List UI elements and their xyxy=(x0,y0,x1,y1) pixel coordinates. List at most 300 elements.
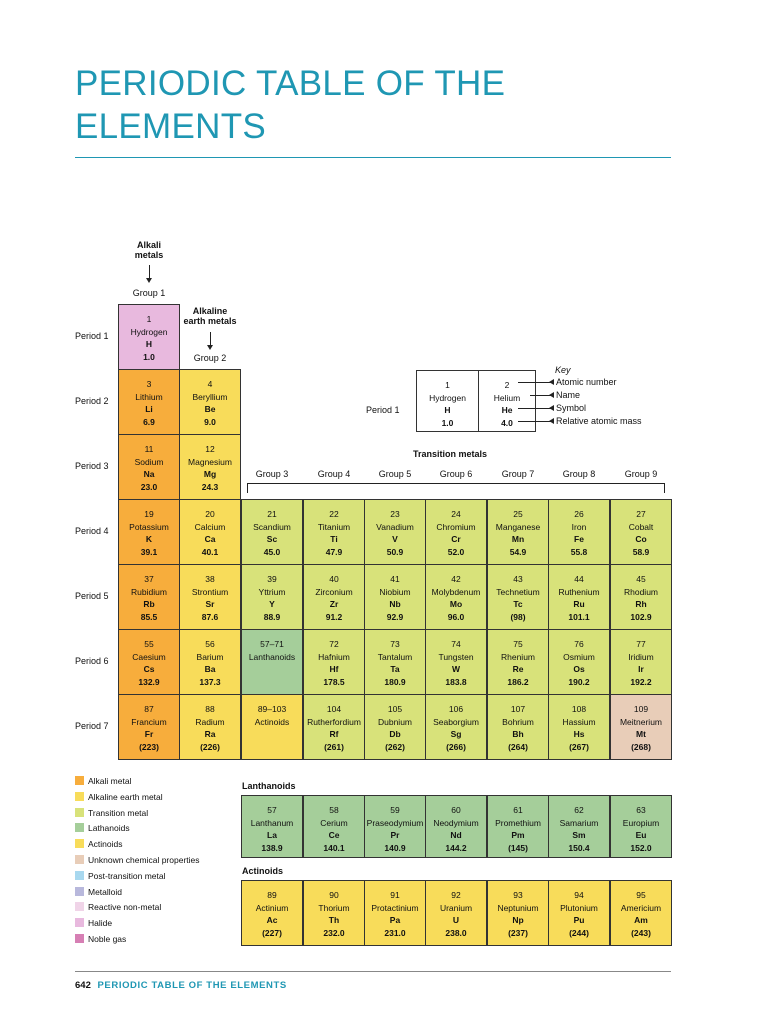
element-mass: (268) xyxy=(631,741,651,752)
legend-label: Lathanoids xyxy=(88,823,130,834)
key-legend-mass: Relative atomic mass xyxy=(556,416,642,426)
element-number: 58 xyxy=(329,805,339,815)
element-mass: 6.9 xyxy=(143,416,155,427)
element-symbol: Li xyxy=(145,404,153,414)
element-symbol: Be xyxy=(204,404,216,414)
legend-label: Post-transition metal xyxy=(88,870,166,881)
element-symbol: Eu xyxy=(635,830,647,840)
element-cell-molybdenum xyxy=(425,564,487,630)
lanthanoids-label: Lanthanoids xyxy=(242,781,296,791)
element-mass: 192.2 xyxy=(630,676,652,687)
element-mass: (244) xyxy=(569,927,589,938)
group2-label: Group 2 xyxy=(193,353,227,363)
element-cell-rutherfordium xyxy=(303,694,365,760)
element-symbol: Fr xyxy=(144,729,154,739)
legend-label: Unknown chemical properties xyxy=(88,855,200,865)
element-name: Magnesium xyxy=(188,456,232,467)
element-mass: 232.0 xyxy=(323,927,345,938)
element-mass: 39.1 xyxy=(140,546,158,557)
element-number: 95 xyxy=(636,890,646,900)
element-symbol: V xyxy=(392,534,398,544)
element-mass: 92.9 xyxy=(386,611,404,622)
legend-swatch xyxy=(75,902,84,911)
element-name: Chromium xyxy=(436,521,476,532)
element-mass: (264) xyxy=(508,741,528,752)
element-number: 87 xyxy=(144,704,154,714)
element-cell-dubnium xyxy=(364,694,426,760)
element-name: Hafnium xyxy=(318,651,350,662)
element-cell-bohrium xyxy=(487,694,549,760)
legend-item-lathanoids xyxy=(75,823,130,833)
actinoid-cell-thorium xyxy=(303,880,365,946)
actinoid-cell-uranium xyxy=(425,880,487,946)
element-symbol: Db xyxy=(389,729,401,739)
period-label-6: Period 6 xyxy=(75,656,109,666)
element-cell-hassium xyxy=(548,694,610,760)
element-symbol: Ce xyxy=(328,830,340,840)
group-label-8: Group 8 xyxy=(562,469,596,479)
element-cell-cobalt xyxy=(610,499,672,565)
element-cell-hydrogen xyxy=(118,304,180,370)
period-label-1: Period 1 xyxy=(75,331,109,341)
element-name: Samarium xyxy=(559,817,599,828)
element-name: Seaborgium xyxy=(433,716,479,727)
element-number: 26 xyxy=(574,509,584,519)
element-name: Vanadium xyxy=(376,521,414,532)
element-mass: 102.9 xyxy=(630,611,652,622)
actinoid-cell-neptunium xyxy=(487,880,549,946)
lanthanoid-cell-promethium xyxy=(487,795,549,858)
element-name: Iridium xyxy=(628,651,654,662)
element-symbol: Na xyxy=(143,469,155,479)
element-mass: 140.1 xyxy=(323,842,345,853)
element-number: 60 xyxy=(451,805,461,815)
element-symbol: Cr xyxy=(451,534,461,544)
legend-swatch xyxy=(75,934,84,943)
element-name: Osmium xyxy=(563,651,595,662)
key-cell-hydrogen: 1 Hydrogen H 1.0 xyxy=(416,370,479,432)
element-number: 63 xyxy=(636,805,646,815)
element-name: Rhenium xyxy=(500,651,536,662)
element-name: Molybdenum xyxy=(431,586,481,597)
element-number: 107 xyxy=(510,704,526,714)
element-mass: 231.0 xyxy=(384,927,406,938)
element-number: 105 xyxy=(387,704,403,714)
key-arrow-symbol xyxy=(549,405,554,411)
element-name: Technetium xyxy=(496,586,540,597)
key-legend-name: Name xyxy=(556,390,581,400)
element-mass: 23.0 xyxy=(140,481,158,492)
group-label-9: Group 9 xyxy=(624,469,658,479)
element-symbol: Mg xyxy=(203,469,217,479)
element-number: 72 xyxy=(329,639,339,649)
element-cell-vanadium xyxy=(364,499,426,565)
element-name: Beryllium xyxy=(192,391,228,402)
element-number: 108 xyxy=(571,704,587,714)
element-name: Thorium xyxy=(318,902,350,913)
element-number: 43 xyxy=(513,574,523,584)
element-mass: 58.9 xyxy=(632,546,650,557)
element-mass: (261) xyxy=(324,741,344,752)
group-label-7: Group 7 xyxy=(501,469,535,479)
element-symbol: Tc xyxy=(513,599,523,609)
lanthanoid-cell-neodymium xyxy=(425,795,487,858)
element-cell-meitnerium xyxy=(610,694,672,760)
element-cell-radium xyxy=(179,694,241,760)
element-number: 24 xyxy=(451,509,461,519)
element-mass: 47.9 xyxy=(325,546,343,557)
element-name: Zirconium xyxy=(315,586,353,597)
element-name: Francium xyxy=(131,716,167,727)
element-mass: 138.9 xyxy=(261,842,283,853)
element-mass: 238.0 xyxy=(445,927,467,938)
element-symbol: U xyxy=(452,915,460,925)
element-cell-barium xyxy=(179,629,241,695)
element-mass: 96.0 xyxy=(447,611,465,622)
legend-swatch xyxy=(75,808,84,817)
key-arrow-mass xyxy=(549,418,554,424)
element-cell-francium xyxy=(118,694,180,760)
element-number: 55 xyxy=(144,639,154,649)
legend-label: Actinoids xyxy=(88,839,123,850)
element-symbol: Ac xyxy=(266,915,278,925)
element-cell-strontium xyxy=(179,564,241,630)
lanthanoid-cell-lanthanum xyxy=(241,795,303,858)
lanthanoid-cell-europium xyxy=(610,795,672,858)
element-name: Barium xyxy=(196,651,224,662)
element-number: 27 xyxy=(636,509,646,519)
element-number: 91 xyxy=(390,890,400,900)
element-mass: (243) xyxy=(631,927,651,938)
lanthanoid-cell-samarium xyxy=(548,795,610,858)
element-number: 45 xyxy=(636,574,646,584)
element-number: 20 xyxy=(205,509,215,519)
element-mass: 152.0 xyxy=(630,842,652,853)
footer-title: PERIODIC TABLE OF THE ELEMENTS xyxy=(97,980,287,991)
element-symbol: Ti xyxy=(330,534,338,544)
element-cell-tantalum xyxy=(364,629,426,695)
element-number: 41 xyxy=(390,574,400,584)
group1-label: Group 1 xyxy=(132,288,166,298)
legend-swatch xyxy=(75,823,84,832)
alkaline-arrow-head xyxy=(207,345,213,350)
element-number: 40 xyxy=(329,574,339,584)
element-number: 90 xyxy=(329,890,339,900)
alkaline-arrow-line xyxy=(210,332,211,346)
element-mass: (262) xyxy=(385,741,405,752)
element-number: 57–71 xyxy=(260,639,284,649)
element-cell-iron xyxy=(548,499,610,565)
legend-item-unknown-chemical-properties xyxy=(75,855,200,865)
element-mass: 140.9 xyxy=(384,842,406,853)
element-symbol: Nb xyxy=(389,599,401,609)
element-mass: (227) xyxy=(262,927,282,938)
group-label-4: Group 4 xyxy=(317,469,351,479)
page-title xyxy=(75,62,675,148)
element-number: 61 xyxy=(513,805,523,815)
key-period-label: Period 1 xyxy=(366,405,400,415)
element-symbol: Am xyxy=(634,915,648,925)
key-title: Key xyxy=(555,365,571,375)
element-number: 89 xyxy=(267,890,277,900)
element-cell-chromium xyxy=(425,499,487,565)
element-symbol: Hs xyxy=(573,729,585,739)
element-number: 56 xyxy=(205,639,215,649)
actinoid-cell-americium xyxy=(610,880,672,946)
element-name: Protactinium xyxy=(371,902,419,913)
element-number: 1 xyxy=(146,314,152,324)
legend-item-transition-metal xyxy=(75,808,148,818)
element-number: 11 xyxy=(144,444,154,454)
element-name: Ruthenium xyxy=(558,586,600,597)
legend-item-alkaline-earth-metal xyxy=(75,792,163,802)
element-symbol: Ca xyxy=(204,534,216,544)
element-mass: 45.0 xyxy=(263,546,281,557)
legend-label: Alkaline earth metal xyxy=(88,791,163,802)
element-number: 21 xyxy=(267,509,277,519)
footer-divider xyxy=(75,971,671,972)
element-mass: (223) xyxy=(139,741,159,752)
element-symbol: Sc xyxy=(266,534,278,544)
element-name: Radium xyxy=(195,716,225,727)
element-cell-osmium xyxy=(548,629,610,695)
element-name: Lithium xyxy=(135,391,163,402)
element-number: 77 xyxy=(636,639,646,649)
period-label-7: Period 7 xyxy=(75,721,109,731)
element-symbol: H xyxy=(145,339,153,349)
element-name: Sodium xyxy=(134,456,164,467)
element-name: Niobium xyxy=(379,586,411,597)
key-legend-symbol: Symbol xyxy=(556,403,587,413)
page-number: 642 xyxy=(75,980,91,991)
actinoid-cell-actinium xyxy=(241,880,303,946)
element-name: Plutonium xyxy=(560,902,598,913)
element-mass: 55.8 xyxy=(570,546,588,557)
element-name: Praseodymium xyxy=(366,817,424,828)
element-name: Caesium xyxy=(132,651,166,662)
element-cell-zirconium xyxy=(303,564,365,630)
element-number: 37 xyxy=(144,574,154,584)
element-symbol: Mt xyxy=(636,729,646,739)
element-cell-lanthanoids xyxy=(241,629,303,695)
element-mass: 54.9 xyxy=(509,546,527,557)
element-cell-titanium xyxy=(303,499,365,565)
legend-item-alkali-metal xyxy=(75,776,131,786)
element-symbol: Ta xyxy=(390,664,400,674)
element-number: 39 xyxy=(267,574,277,584)
element-cell-rhenium xyxy=(487,629,549,695)
element-name: Promethium xyxy=(495,817,541,828)
lanthanoid-cell-cerium xyxy=(303,795,365,858)
element-number: 42 xyxy=(451,574,461,584)
element-cell-yttrium xyxy=(241,564,303,630)
key-arrow-name xyxy=(549,392,554,398)
element-cell-actinoids xyxy=(241,694,303,760)
element-symbol: Pr xyxy=(390,830,400,840)
element-mass: (98) xyxy=(510,611,526,622)
element-name: Neptunium xyxy=(497,902,539,913)
element-name: Hydrogen xyxy=(130,326,168,337)
element-name: Scandium xyxy=(253,521,291,532)
element-cell-potassium xyxy=(118,499,180,565)
element-mass: (237) xyxy=(508,927,528,938)
element-mass: 9.0 xyxy=(204,416,216,427)
actinoid-cell-plutonium xyxy=(548,880,610,946)
transition-bracket xyxy=(247,483,665,493)
page-title-line2: ELEMENTS xyxy=(75,107,267,146)
element-cell-technetium xyxy=(487,564,549,630)
element-cell-scandium xyxy=(241,499,303,565)
element-symbol: Hf xyxy=(329,664,339,674)
element-name: Actinium xyxy=(255,902,289,913)
element-number: 104 xyxy=(326,704,342,714)
element-name: Neodymium xyxy=(433,817,479,828)
legend-swatch xyxy=(75,839,84,848)
legend-item-noble-gas xyxy=(75,934,126,944)
element-mass: 101.1 xyxy=(568,611,590,622)
element-mass: 190.2 xyxy=(568,676,590,687)
element-mass: 87.6 xyxy=(201,611,219,622)
actinoids-label: Actinoids xyxy=(242,866,284,876)
element-number: 4 xyxy=(207,379,213,389)
element-mass: 178.5 xyxy=(323,676,345,687)
element-name: Meitnerium xyxy=(619,716,663,727)
element-number: 74 xyxy=(451,639,461,649)
element-symbol: Sr xyxy=(205,599,215,609)
element-symbol: K xyxy=(145,534,153,544)
legend-item-post-transition-metal xyxy=(75,871,165,881)
element-number: 59 xyxy=(390,805,400,815)
element-number: 89–103 xyxy=(257,704,287,714)
element-name: Tantalum xyxy=(377,651,413,662)
element-name: Iron xyxy=(571,521,587,532)
element-number: 75 xyxy=(513,639,523,649)
element-cell-sodium xyxy=(118,434,180,500)
element-number: 57 xyxy=(267,805,277,815)
element-mass: (266) xyxy=(446,741,466,752)
element-symbol: Pu xyxy=(573,915,585,925)
element-cell-hafnium xyxy=(303,629,365,695)
element-mass: 50.9 xyxy=(386,546,404,557)
legend-item-metalloid xyxy=(75,887,122,897)
group-label-3: Group 3 xyxy=(255,469,289,479)
element-name: Americium xyxy=(620,902,662,913)
element-cell-niobium xyxy=(364,564,426,630)
element-number: 22 xyxy=(329,509,339,519)
element-number: 92 xyxy=(451,890,461,900)
element-number: 88 xyxy=(205,704,215,714)
group-label-6: Group 6 xyxy=(439,469,473,479)
element-name: Potassium xyxy=(129,521,169,532)
element-cell-rhodium xyxy=(610,564,672,630)
element-mass: 24.3 xyxy=(201,481,219,492)
element-name: Europium xyxy=(622,817,660,828)
element-symbol: Co xyxy=(635,534,647,544)
element-name: Tungsten xyxy=(438,651,474,662)
element-name: Strontium xyxy=(191,586,229,597)
alkali-arrow-head xyxy=(146,278,152,283)
element-name: Rhodium xyxy=(623,586,659,597)
element-symbol: Th xyxy=(328,915,340,925)
element-symbol: Cs xyxy=(143,664,155,674)
element-symbol: W xyxy=(451,664,461,674)
element-symbol: La xyxy=(267,830,277,840)
element-mass: 91.2 xyxy=(325,611,343,622)
alkali-arrow-line xyxy=(149,265,150,279)
element-cell-rubidium xyxy=(118,564,180,630)
element-number: 12 xyxy=(205,444,215,454)
period-label-4: Period 4 xyxy=(75,526,109,536)
element-number: 73 xyxy=(390,639,400,649)
element-symbol: Nd xyxy=(450,830,462,840)
element-name: Calcium xyxy=(194,521,226,532)
element-mass: 52.0 xyxy=(447,546,465,557)
element-name: Lanthanum xyxy=(250,817,294,828)
element-symbol: Ba xyxy=(204,664,216,674)
element-number: 62 xyxy=(574,805,584,815)
element-number: 76 xyxy=(574,639,584,649)
element-symbol: Mn xyxy=(511,534,525,544)
element-name: Bohrium xyxy=(502,716,534,727)
page-title-line1: PERIODIC TABLE OF THE xyxy=(75,64,506,103)
legend-label: Halide xyxy=(88,918,113,929)
key-arrow-atomic-number xyxy=(549,379,554,385)
element-symbol: Ir xyxy=(638,664,644,674)
element-symbol: Ru xyxy=(573,599,585,609)
element-symbol: Sm xyxy=(572,830,586,840)
element-cell-tungsten xyxy=(425,629,487,695)
actinoid-cell-protactinium xyxy=(364,880,426,946)
alkali-metals-label: Alkali metals xyxy=(134,240,164,260)
element-number: 94 xyxy=(574,890,584,900)
element-name: Cobalt xyxy=(628,521,654,532)
legend-swatch xyxy=(75,855,84,864)
element-symbol: Bh xyxy=(512,729,524,739)
element-mass: 40.1 xyxy=(201,546,219,557)
period-label-5: Period 5 xyxy=(75,591,109,601)
element-number: 38 xyxy=(205,574,215,584)
legend-swatch xyxy=(75,918,84,927)
element-cell-iridium xyxy=(610,629,672,695)
element-symbol: Pm xyxy=(511,830,525,840)
legend-label: Reactive non-metal xyxy=(88,902,162,913)
element-name: Yttrium xyxy=(258,586,286,597)
element-name: Manganese xyxy=(495,521,541,532)
element-mass: 150.4 xyxy=(568,842,590,853)
element-mass: (145) xyxy=(508,842,528,853)
element-number: 25 xyxy=(513,509,523,519)
element-name: Hassium xyxy=(562,716,596,727)
element-mass: 137.3 xyxy=(199,676,221,687)
element-mass: (226) xyxy=(200,741,220,752)
element-number: 109 xyxy=(633,704,649,714)
legend-item-halide xyxy=(75,918,112,928)
period-label-2: Period 2 xyxy=(75,396,109,406)
element-mass: 180.9 xyxy=(384,676,406,687)
element-mass: 183.8 xyxy=(445,676,467,687)
element-mass: (267) xyxy=(569,741,589,752)
element-number: 3 xyxy=(146,379,152,389)
alkaline-earth-label: Alkaline earth metals xyxy=(183,306,237,326)
element-mass: 186.2 xyxy=(507,676,529,687)
element-cell-manganese xyxy=(487,499,549,565)
element-symbol: Mo xyxy=(449,599,463,609)
element-mass: 88.9 xyxy=(263,611,281,622)
transition-metals-label: Transition metals xyxy=(412,449,488,459)
element-cell-seaborgium xyxy=(425,694,487,760)
element-number: 23 xyxy=(390,509,400,519)
legend-swatch xyxy=(75,887,84,896)
